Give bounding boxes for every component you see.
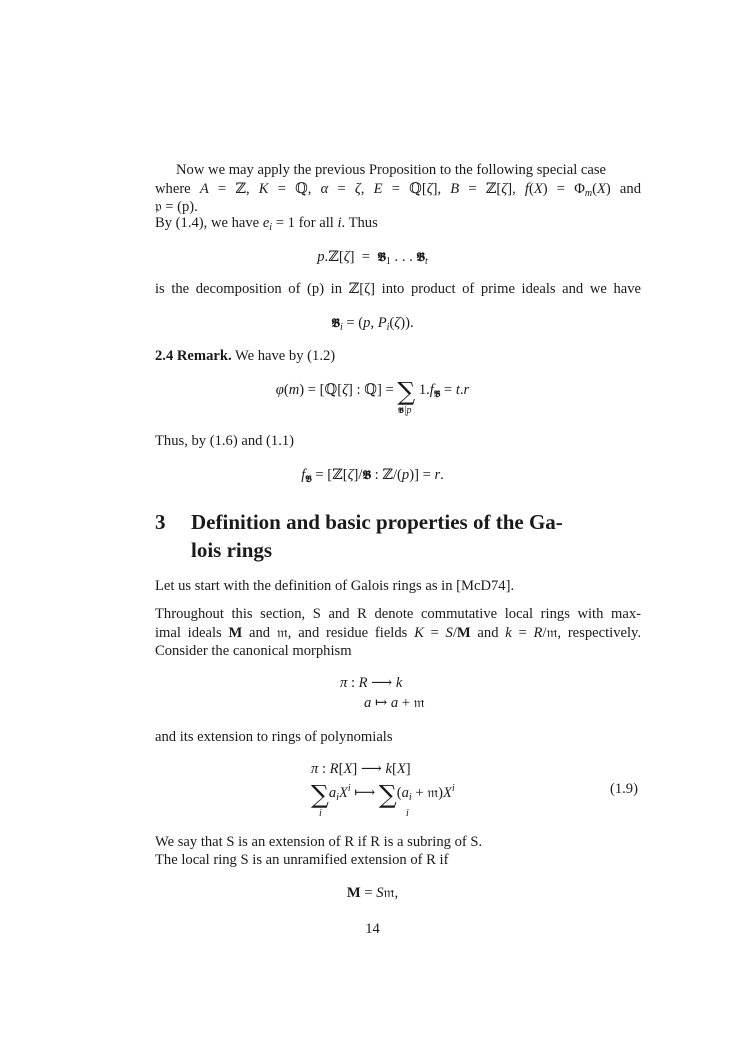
equation-f-b: $f_𝕭$ = [ℤ[ζ]/𝕭 : ℤ/(p)] = r. <box>301 467 444 485</box>
sum-subscript-b-p: 𝕭|p <box>398 405 412 416</box>
page-number: 14 <box>365 921 380 937</box>
unramified-definition: The local ring S is an unramified extension of R if <box>155 852 449 868</box>
decomposition-text: is the decomposition of (p) in ℤ[ζ] into product of prime ideals and we have <box>155 281 641 297</box>
line-thus-text: Thus <box>348 215 378 231</box>
equation-prime-ideal: 𝕭$_i$ = (p, $P_i(\zeta)$). <box>331 315 414 333</box>
extension-line: and its extension to rings of polynomials <box>155 729 393 745</box>
throughout-line-3: Consider the canonical morphism <box>155 643 352 659</box>
throughout-line-1: Throughout this section, S and R denote commutative local rings with max- <box>155 606 641 622</box>
section-number: 3 <box>155 510 166 534</box>
equation-sum-mapping: $\sum a_iX^i$ ⟼ $\sum(a_i$ + $𝔪)X^i$ <box>311 780 455 809</box>
equation-m-eq: M = S𝔪, <box>346 885 399 901</box>
throughout-line-2: imal ideals M and 𝔪, and residue fields K = S/M and k = R/𝔪, respectively. <box>155 625 642 641</box>
remark-text: We have by (1.2) <box>235 348 336 364</box>
equation-phi: φ(m) = [ℚ[ζ] : ℚ] = ∑ $1.f_𝕭 = t.r$ <box>275 377 470 406</box>
line-e-i: By (1.4), we have $e_i = 1$ for all i. Thus <box>155 215 378 233</box>
sum-index-i-1: i <box>319 808 322 819</box>
paragraph-1-line-3: 𝔭 = (p). <box>155 199 198 215</box>
equation-a-mapsto: a ↦ a + 𝔪 <box>364 695 425 711</box>
galois-intro: Let us start with the definition of Galois rings as in [McD74]. <box>155 578 515 594</box>
equation-number: (1.9) <box>610 781 638 797</box>
remark-heading: 2.4 Remark. <box>155 348 232 364</box>
sum-index-i-2: i <box>406 808 409 819</box>
paragraph-1-line-1: Now we may apply the previous Proposition to the following special case <box>176 162 607 178</box>
equation-decomposition: p.ℤ[ζ] = 𝕭$_1$ . . . 𝕭$_t$ <box>317 249 428 267</box>
thus-line: Thus, by (1.6) and (1.1) <box>155 433 295 449</box>
section-title-line-1: Definition and basic properties of the Ga- <box>191 510 563 534</box>
remark-line <box>155 347 335 365</box>
paragraph-1-line-2: where A = ℤ, K = ℚ, α = ζ, E = ℚ[ζ], B = ℤ[ζ], $f(X) = \Phi_m(X)$ and <box>155 181 641 199</box>
line-e-i-text: for all <box>298 215 334 231</box>
section-title-line-2: lois rings <box>191 538 273 562</box>
extension-definition: We say that S is an extension of R if R is a subring of S. <box>155 834 483 850</box>
equation-pi-morphism: π : R ⟶ k <box>340 675 403 691</box>
equation-pi-polynomial: π : R[X] ⟶ k[X] <box>311 761 411 777</box>
